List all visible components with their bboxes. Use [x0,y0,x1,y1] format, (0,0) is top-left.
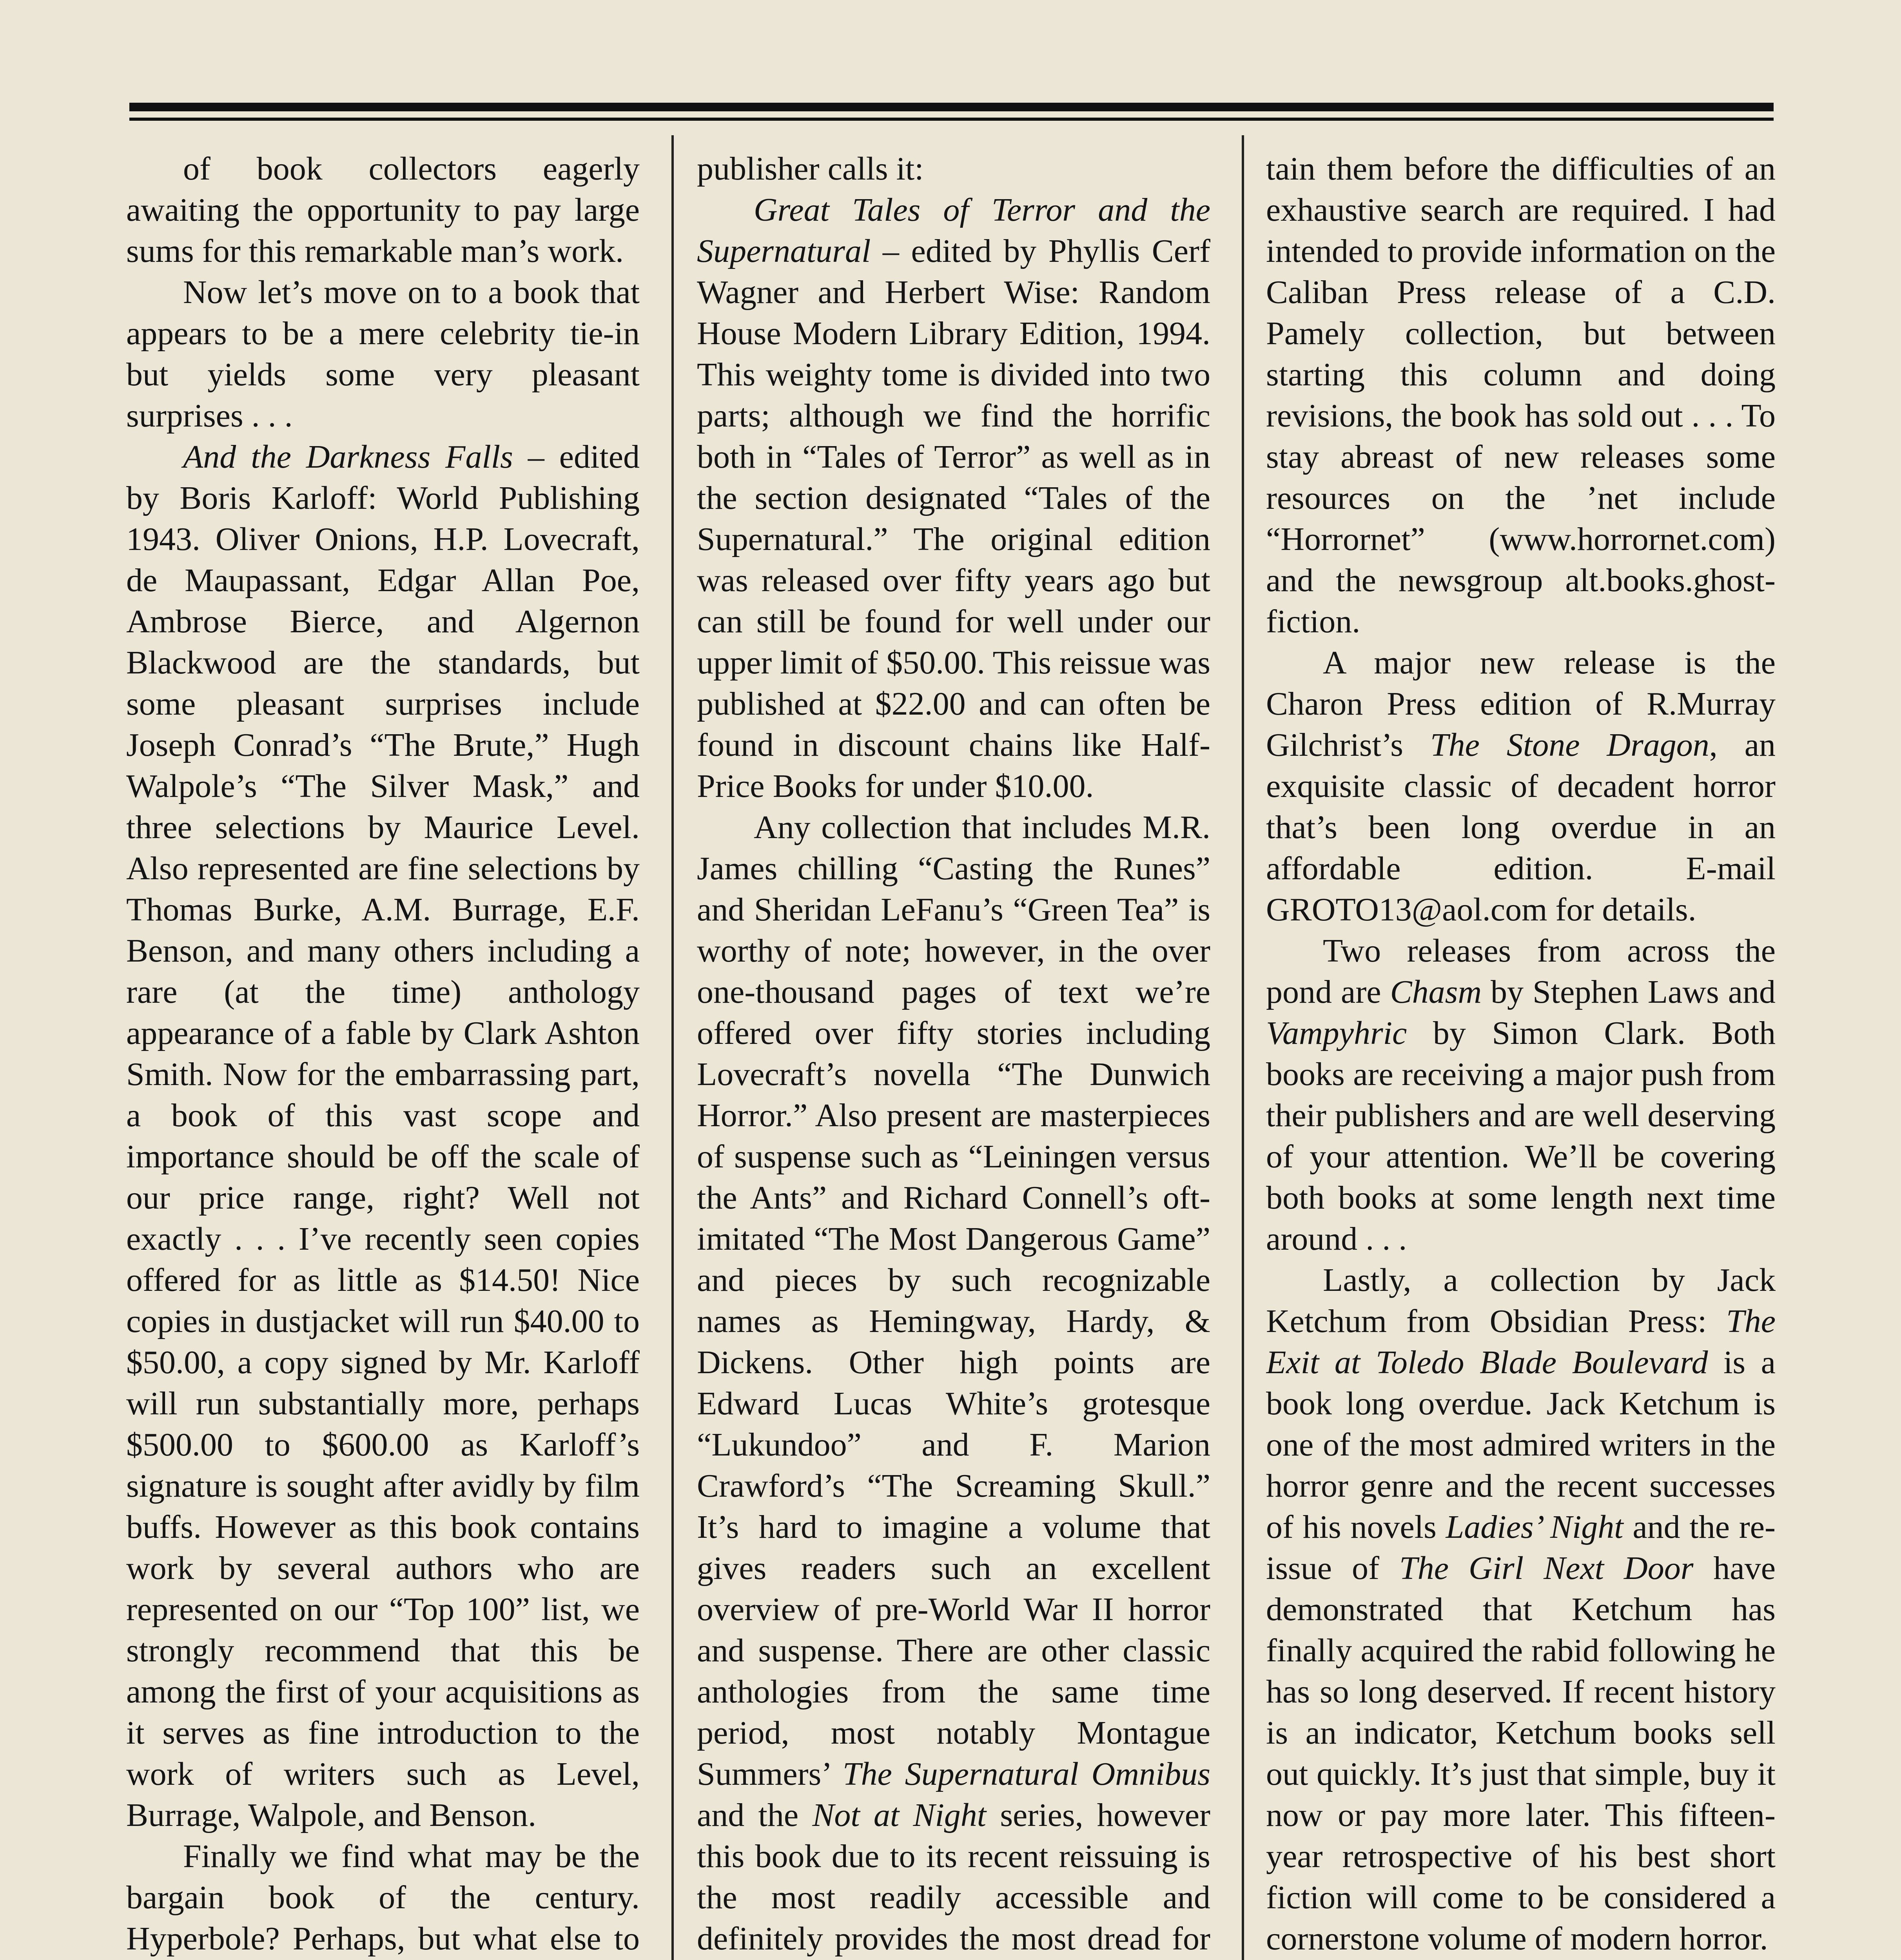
column-divider [1242,135,1244,1960]
text-run: by Stephen Laws and [1482,974,1776,1010]
column-divider [671,135,674,1960]
text-run: Any collection that includes M.R. James chilling “Casting the Runes” and Sheridan LeFanu’s “Green Tea” is worthy of note; however, in the over one-thousand pages of text we’re offered over fifty stories including Lovecraft’s novella “The Dunwich Horror.” Also present are masterpieces of suspense such as “Leiningen versus the Ants” and Richard Connell’s oft-imitated “The Most Dangerous Game” and pieces by such recognizable names as Hemingway, Hardy, & Dickens. Other high points are Edward Lucas White’s grotesque “Lukundoo” and F. Marion Crawford’s “The Screaming Skull.” It’s hard to imagine a volume that gives readers such an excellent overview of pre-World War II horror and suspense. There are other classic anthologies from the same time period, most notably Montague Summers’ [697,809,1210,1792]
text-run: of book collectors eagerly awaiting the opportunity to pay large sums for this remarkable man’s work. [126,151,640,269]
paragraph [697,189,1210,807]
text-run: A major new release is the Charon Press edition of R.Murray Gilchrist’s [1266,644,1776,763]
italic-title: And the Darkness Falls [183,439,513,475]
paragraph [126,272,640,436]
italic-title: Ladies’ Night [1446,1509,1623,1545]
text-run: Lastly, a collection by Jack Ketchum from Obsidian Press: [1266,1262,1776,1339]
text-run: – edited by Phyllis Cerf Wagner and Herbert Wise: Random House Modern Library Edition, 1994. This weighty tome is divided into two parts; although we find the horrific both in “Tales of Terror” as well as in the section designated “Tales of the Supernatural.” The original edition was released over fifty years ago but can still be found for well under our upper limit of $50.00. This reissue was published at $22.00 and can often be found in discount chains like Half-Price Books for under $10.00. [697,233,1210,804]
paragraph [1266,642,1776,930]
paragraph [126,148,640,272]
text-run: Finally we find what may be the bargain book of the century. Hyperbole? Perhaps, but what else to [126,1838,640,1957]
text-column-2 [697,148,1210,1960]
text-run: , an exquisite classic of decadent horror that’s been long overdue in an affordable edition. E-mail GROTO13@aol.com for details. [1266,727,1776,928]
text-run: series, however this book due to its recent reissuing is the most readily accessible and definitely provides the most dread for [697,1797,1210,1957]
text-run: Now let’s move on to a book that appears to be a mere celebrity tie-in but yields some very pleasant surprises . . . [126,274,640,434]
italic-title: The Girl Next Door [1399,1550,1694,1586]
text-run: and the [697,1797,813,1833]
text-run: – edited by Boris Karloff: World Publishing 1943. Oliver Onions, H.P. Lovecraft, de Maupassant, Edgar Allan Poe, Ambrose Bierce, and Algernon Blackwood are the standards, but some pleasant surprises include Joseph Conrad’s “The Brute,” Hugh Walpole’s “The Silver Mask,” and three selections by Maurice Level. Also represented are fine selections by Thomas Burke, A.M. Burrage, E.F. Benson, and many others including a rare (at the time) anthology appearance of a fable by Clark Ashton Smith. Now for the embarrassing part, a book of this vast scope and importance should be off the scale of our price range, right? Well not exactly . . . I’ve recently seen copies offered for as little as $14.50! Nice copies in dustjacket will run $40.00 to $50.00, a copy signed by Mr. Karloff will run substantially more, perhaps $500.00 to $600.00 as Karloff’s signature is sought after avidly by film buffs. However as this book contains work by several authors who are represented on our “Top 100” list, we strongly recommend that this be among the first of your acquisitions as it serves as fine introduction to the work of writers such as Level, Burrage, Walpole, and Benson. [126,439,640,1833]
text-column-1 [126,148,640,1960]
italic-title: Chasm [1390,974,1482,1010]
paragraph [1266,930,1776,1259]
paragraph [1266,1259,1776,1959]
italic-title: The Stone Dragon [1430,727,1709,763]
paragraph [1266,148,1776,642]
text-run: have demonstrated that Ketchum has finally acquired the rabid following he has so long deserved. If recent history is an indicator, Ketchum books sell out quickly. It’s just that simple, buy it now or pay more later. This fifteen-year retrospective of his best short fiction will come to be considered a cornerstone volume of modern horror. [1266,1550,1776,1957]
text-run: by Simon Clark. Both books are receiving a major push from their publishers and are well deserving of your attention. We’ll be covering both books at some length next time around . . . [1266,1015,1776,1257]
text-run: is a book long overdue. Jack Ketchum is one of the most admired writers in the horror genre and the recent successes of his novels [1266,1344,1776,1545]
text-run: Two releases from across the pond are [1266,933,1776,1010]
text-run: tain them before the difficulties of an exhaustive search are required. I had intended to provide information on the Caliban Press release of a C.D. Pamely collection, but between starting this column and doing revisions, the book has sold out . . . To stay abreast of new releases some resources on the ’net include “Horrornet” (www.horrornet.com) and the newsgroup alt.books.ghost-fiction. [1266,151,1776,640]
paragraph [697,148,1210,189]
italic-title: Vampyhric [1266,1015,1407,1051]
header-rule-thin [129,118,1774,121]
text-column-3 [1266,148,1776,1960]
text-run: and the re-issue of [1266,1509,1776,1586]
italic-title: The Supernatural Omnibus [842,1756,1210,1792]
italic-title: The Exit at Toledo Blade Boulevard [1266,1303,1776,1381]
italic-title: Great Tales of Terror and the Supernatural [697,192,1210,269]
paragraph [697,807,1210,1960]
paragraph [126,1836,640,1960]
italic-title: Not at Night [812,1797,987,1833]
header-rule-thick [129,103,1774,111]
paragraph [126,436,640,1836]
text-run: publisher calls it: [697,151,924,187]
